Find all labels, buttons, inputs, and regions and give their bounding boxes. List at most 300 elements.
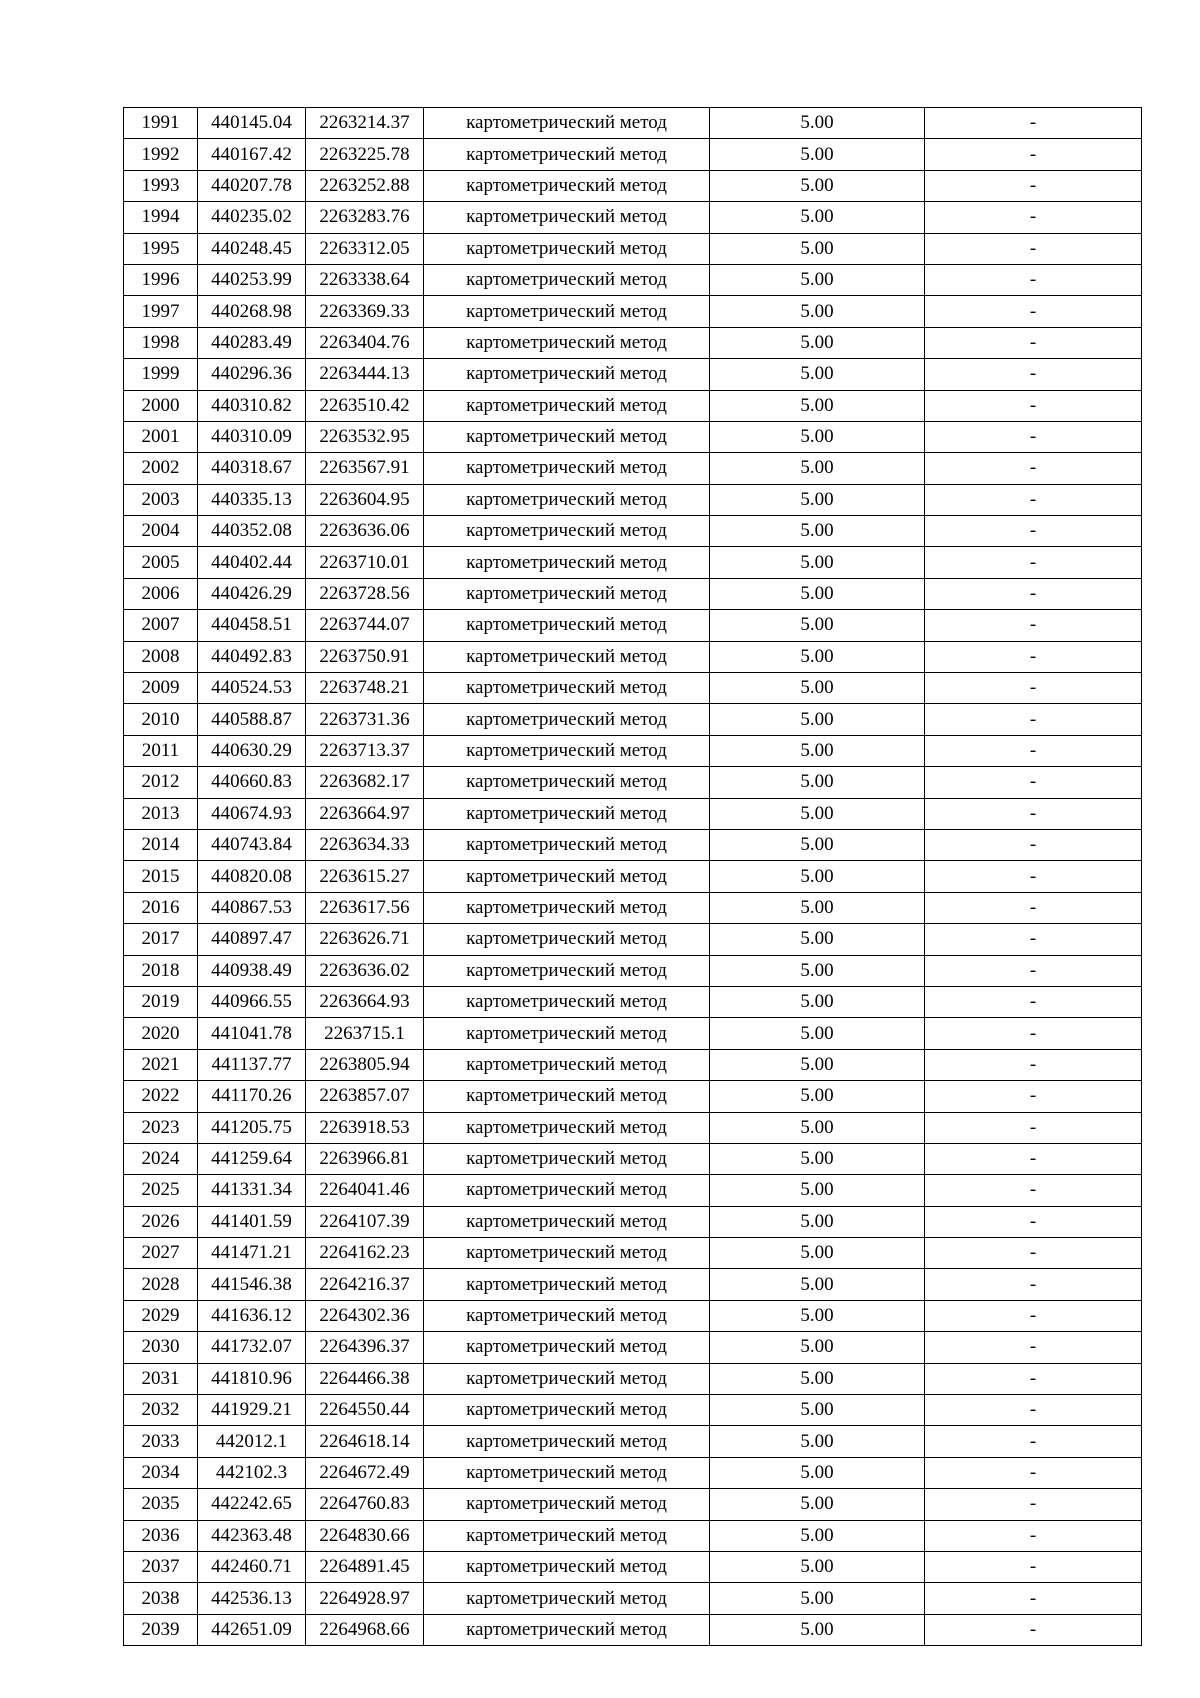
x-coordinate-cell: 441810.96 (198, 1363, 306, 1394)
x-coordinate-cell: 440524.53 (198, 673, 306, 704)
description-cell: - (925, 986, 1142, 1017)
accuracy-cell: 5.00 (710, 1018, 925, 1049)
point-number-cell: 2020 (124, 1018, 198, 1049)
table-row (124, 1081, 1142, 1112)
table-row (124, 421, 1142, 452)
accuracy-cell: 5.00 (710, 1238, 925, 1269)
point-number-cell: 2011 (124, 735, 198, 766)
x-coordinate-cell: 441331.34 (198, 1175, 306, 1206)
x-coordinate-cell: 440966.55 (198, 986, 306, 1017)
x-coordinate-cell: 440248.45 (198, 233, 306, 264)
method-cell: картометрический метод (424, 1300, 710, 1331)
accuracy-cell: 5.00 (710, 516, 925, 547)
x-coordinate-cell: 440458.51 (198, 610, 306, 641)
x-coordinate-cell: 440310.09 (198, 421, 306, 452)
table-row (124, 673, 1142, 704)
x-coordinate-cell: 440335.13 (198, 484, 306, 515)
point-number-cell: 1996 (124, 264, 198, 295)
y-coordinate-cell: 2263567.91 (306, 453, 424, 484)
accuracy-cell: 5.00 (710, 390, 925, 421)
description-cell: - (925, 453, 1142, 484)
table-row (124, 390, 1142, 421)
x-coordinate-cell: 440402.44 (198, 547, 306, 578)
x-coordinate-cell: 440268.98 (198, 296, 306, 327)
table-row (124, 327, 1142, 358)
y-coordinate-cell: 2264216.37 (306, 1269, 424, 1300)
description-cell: - (925, 421, 1142, 452)
accuracy-cell: 5.00 (710, 861, 925, 892)
y-coordinate-cell: 2264162.23 (306, 1238, 424, 1269)
y-coordinate-cell: 2263532.95 (306, 421, 424, 452)
table-row (124, 861, 1142, 892)
y-coordinate-cell: 2263805.94 (306, 1049, 424, 1080)
accuracy-cell: 5.00 (710, 1426, 925, 1457)
description-cell: - (925, 1081, 1142, 1112)
accuracy-cell: 5.00 (710, 1583, 925, 1614)
accuracy-cell: 5.00 (710, 673, 925, 704)
description-cell: - (925, 1426, 1142, 1457)
description-cell: - (925, 704, 1142, 735)
x-coordinate-cell: 441259.64 (198, 1143, 306, 1174)
y-coordinate-cell: 2263728.56 (306, 578, 424, 609)
method-cell: картометрический метод (424, 264, 710, 295)
x-coordinate-cell: 441471.21 (198, 1238, 306, 1269)
accuracy-cell: 5.00 (710, 1332, 925, 1363)
method-cell: картометрический метод (424, 233, 710, 264)
accuracy-cell: 5.00 (710, 1143, 925, 1174)
y-coordinate-cell: 2263604.95 (306, 484, 424, 515)
x-coordinate-cell: 440743.84 (198, 829, 306, 860)
description-cell: - (925, 1614, 1142, 1645)
accuracy-cell: 5.00 (710, 767, 925, 798)
method-cell: картометрический метод (424, 1238, 710, 1269)
accuracy-cell: 5.00 (710, 986, 925, 1017)
y-coordinate-cell: 2264760.83 (306, 1489, 424, 1520)
method-cell: картометрический метод (424, 327, 710, 358)
x-coordinate-cell: 440318.67 (198, 453, 306, 484)
table-row (124, 233, 1142, 264)
table-row (124, 296, 1142, 327)
method-cell: картометрический метод (424, 1049, 710, 1080)
y-coordinate-cell: 2263636.02 (306, 955, 424, 986)
accuracy-cell: 5.00 (710, 1300, 925, 1331)
description-cell: - (925, 1018, 1142, 1049)
point-number-cell: 1999 (124, 359, 198, 390)
description-cell: - (925, 1143, 1142, 1174)
method-cell: картометрический метод (424, 1018, 710, 1049)
point-number-cell: 2005 (124, 547, 198, 578)
point-number-cell: 2029 (124, 1300, 198, 1331)
accuracy-cell: 5.00 (710, 547, 925, 578)
table-row (124, 829, 1142, 860)
accuracy-cell: 5.00 (710, 202, 925, 233)
y-coordinate-cell: 2264466.38 (306, 1363, 424, 1394)
y-coordinate-cell: 2263338.64 (306, 264, 424, 295)
accuracy-cell: 5.00 (710, 233, 925, 264)
point-number-cell: 2031 (124, 1363, 198, 1394)
table-row (124, 108, 1142, 139)
y-coordinate-cell: 2263252.88 (306, 170, 424, 201)
point-number-cell: 1992 (124, 139, 198, 170)
method-cell: картометрический метод (424, 139, 710, 170)
accuracy-cell: 5.00 (710, 1112, 925, 1143)
method-cell: картометрический метод (424, 453, 710, 484)
accuracy-cell: 5.00 (710, 735, 925, 766)
table-row (124, 1457, 1142, 1488)
description-cell: - (925, 1238, 1142, 1269)
description-cell: - (925, 1457, 1142, 1488)
method-cell: картометрический метод (424, 861, 710, 892)
table-row (124, 484, 1142, 515)
y-coordinate-cell: 2264891.45 (306, 1551, 424, 1582)
accuracy-cell: 5.00 (710, 1551, 925, 1582)
table-row (124, 578, 1142, 609)
point-number-cell: 2006 (124, 578, 198, 609)
x-coordinate-cell: 440352.08 (198, 516, 306, 547)
point-number-cell: 2023 (124, 1112, 198, 1143)
table-row (124, 202, 1142, 233)
x-coordinate-cell: 440630.29 (198, 735, 306, 766)
y-coordinate-cell: 2263664.97 (306, 798, 424, 829)
table-row (124, 1206, 1142, 1237)
description-cell: - (925, 673, 1142, 704)
y-coordinate-cell: 2264107.39 (306, 1206, 424, 1237)
method-cell: картометрический метод (424, 1489, 710, 1520)
point-number-cell: 2038 (124, 1583, 198, 1614)
point-number-cell: 2024 (124, 1143, 198, 1174)
method-cell: картометрический метод (424, 1332, 710, 1363)
table-row (124, 1614, 1142, 1645)
x-coordinate-cell: 440660.83 (198, 767, 306, 798)
x-coordinate-cell: 441732.07 (198, 1332, 306, 1363)
point-number-cell: 2001 (124, 421, 198, 452)
description-cell: - (925, 327, 1142, 358)
table-row (124, 453, 1142, 484)
point-number-cell: 2028 (124, 1269, 198, 1300)
point-number-cell: 2026 (124, 1206, 198, 1237)
description-cell: - (925, 1551, 1142, 1582)
y-coordinate-cell: 2264550.44 (306, 1395, 424, 1426)
accuracy-cell: 5.00 (710, 924, 925, 955)
description-cell: - (925, 1363, 1142, 1394)
x-coordinate-cell: 442242.65 (198, 1489, 306, 1520)
description-cell: - (925, 955, 1142, 986)
x-coordinate-cell: 440588.87 (198, 704, 306, 735)
y-coordinate-cell: 2263404.76 (306, 327, 424, 358)
point-number-cell: 1998 (124, 327, 198, 358)
description-cell: - (925, 1520, 1142, 1551)
coordinates-table (123, 107, 1142, 1646)
y-coordinate-cell: 2263750.91 (306, 641, 424, 672)
description-cell: - (925, 202, 1142, 233)
point-number-cell: 2034 (124, 1457, 198, 1488)
point-number-cell: 2010 (124, 704, 198, 735)
x-coordinate-cell: 440492.83 (198, 641, 306, 672)
x-coordinate-cell: 442363.48 (198, 1520, 306, 1551)
y-coordinate-cell: 2263710.01 (306, 547, 424, 578)
table-row (124, 924, 1142, 955)
table-row (124, 170, 1142, 201)
y-coordinate-cell: 2263966.81 (306, 1143, 424, 1174)
table-row (124, 1426, 1142, 1457)
table-row (124, 1583, 1142, 1614)
description-cell: - (925, 170, 1142, 201)
x-coordinate-cell: 441929.21 (198, 1395, 306, 1426)
point-number-cell: 2007 (124, 610, 198, 641)
y-coordinate-cell: 2264302.36 (306, 1300, 424, 1331)
y-coordinate-cell: 2263857.07 (306, 1081, 424, 1112)
table-row (124, 1175, 1142, 1206)
x-coordinate-cell: 440674.93 (198, 798, 306, 829)
point-number-cell: 2033 (124, 1426, 198, 1457)
point-number-cell: 2009 (124, 673, 198, 704)
y-coordinate-cell: 2263312.05 (306, 233, 424, 264)
table-row (124, 641, 1142, 672)
x-coordinate-cell: 441041.78 (198, 1018, 306, 1049)
accuracy-cell: 5.00 (710, 359, 925, 390)
y-coordinate-cell: 2263636.06 (306, 516, 424, 547)
x-coordinate-cell: 441546.38 (198, 1269, 306, 1300)
point-number-cell: 2015 (124, 861, 198, 892)
method-cell: картометрический метод (424, 359, 710, 390)
accuracy-cell: 5.00 (710, 798, 925, 829)
x-coordinate-cell: 441401.59 (198, 1206, 306, 1237)
table-row (124, 1363, 1142, 1394)
x-coordinate-cell: 440167.42 (198, 139, 306, 170)
point-number-cell: 2014 (124, 829, 198, 860)
table-row (124, 1238, 1142, 1269)
x-coordinate-cell: 442536.13 (198, 1583, 306, 1614)
method-cell: картометрический метод (424, 924, 710, 955)
method-cell: картометрический метод (424, 610, 710, 641)
accuracy-cell: 5.00 (710, 1614, 925, 1645)
method-cell: картометрический метод (424, 767, 710, 798)
y-coordinate-cell: 2264396.37 (306, 1332, 424, 1363)
x-coordinate-cell: 440235.02 (198, 202, 306, 233)
y-coordinate-cell: 2263715.1 (306, 1018, 424, 1049)
accuracy-cell: 5.00 (710, 610, 925, 641)
point-number-cell: 2004 (124, 516, 198, 547)
point-number-cell: 2012 (124, 767, 198, 798)
point-number-cell: 2013 (124, 798, 198, 829)
x-coordinate-cell: 440867.53 (198, 892, 306, 923)
accuracy-cell: 5.00 (710, 108, 925, 139)
table-row (124, 1112, 1142, 1143)
point-number-cell: 2027 (124, 1238, 198, 1269)
point-number-cell: 1993 (124, 170, 198, 201)
method-cell: картометрический метод (424, 829, 710, 860)
point-number-cell: 2037 (124, 1551, 198, 1582)
method-cell: картометрический метод (424, 578, 710, 609)
accuracy-cell: 5.00 (710, 578, 925, 609)
table-row (124, 610, 1142, 641)
accuracy-cell: 5.00 (710, 484, 925, 515)
method-cell: картометрический метод (424, 1206, 710, 1237)
table-row (124, 1269, 1142, 1300)
method-cell: картометрический метод (424, 170, 710, 201)
x-coordinate-cell: 442012.1 (198, 1426, 306, 1457)
accuracy-cell: 5.00 (710, 1175, 925, 1206)
table-row (124, 1395, 1142, 1426)
method-cell: картометрический метод (424, 202, 710, 233)
point-number-cell: 2000 (124, 390, 198, 421)
accuracy-cell: 5.00 (710, 139, 925, 170)
y-coordinate-cell: 2264968.66 (306, 1614, 424, 1645)
description-cell: - (925, 767, 1142, 798)
y-coordinate-cell: 2264618.14 (306, 1426, 424, 1457)
description-cell: - (925, 610, 1142, 641)
y-coordinate-cell: 2263225.78 (306, 139, 424, 170)
method-cell: картометрический метод (424, 1457, 710, 1488)
method-cell: картометрический метод (424, 735, 710, 766)
table-row (124, 955, 1142, 986)
accuracy-cell: 5.00 (710, 1395, 925, 1426)
x-coordinate-cell: 440145.04 (198, 108, 306, 139)
point-number-cell: 2002 (124, 453, 198, 484)
table-row (124, 264, 1142, 295)
table-row (124, 1049, 1142, 1080)
accuracy-cell: 5.00 (710, 1206, 925, 1237)
table-row (124, 1489, 1142, 1520)
description-cell: - (925, 390, 1142, 421)
accuracy-cell: 5.00 (710, 296, 925, 327)
point-number-cell: 1991 (124, 108, 198, 139)
point-number-cell: 1997 (124, 296, 198, 327)
description-cell: - (925, 484, 1142, 515)
accuracy-cell: 5.00 (710, 1049, 925, 1080)
table-row (124, 1551, 1142, 1582)
method-cell: картометрический метод (424, 673, 710, 704)
method-cell: картометрический метод (424, 641, 710, 672)
accuracy-cell: 5.00 (710, 892, 925, 923)
point-number-cell: 2017 (124, 924, 198, 955)
description-cell: - (925, 829, 1142, 860)
method-cell: картометрический метод (424, 108, 710, 139)
x-coordinate-cell: 440938.49 (198, 955, 306, 986)
y-coordinate-cell: 2263918.53 (306, 1112, 424, 1143)
description-cell: - (925, 139, 1142, 170)
x-coordinate-cell: 440207.78 (198, 170, 306, 201)
x-coordinate-cell: 440253.99 (198, 264, 306, 295)
accuracy-cell: 5.00 (710, 1363, 925, 1394)
coordinates-table-body (124, 108, 1142, 1646)
point-number-cell: 2003 (124, 484, 198, 515)
method-cell: картометрический метод (424, 798, 710, 829)
y-coordinate-cell: 2263713.37 (306, 735, 424, 766)
point-number-cell: 2019 (124, 986, 198, 1017)
description-cell: - (925, 108, 1142, 139)
table-row (124, 1332, 1142, 1363)
accuracy-cell: 5.00 (710, 453, 925, 484)
y-coordinate-cell: 2264928.97 (306, 1583, 424, 1614)
y-coordinate-cell: 2263634.33 (306, 829, 424, 860)
description-cell: - (925, 296, 1142, 327)
point-number-cell: 2022 (124, 1081, 198, 1112)
table-row (124, 1300, 1142, 1331)
table-row (124, 735, 1142, 766)
table-row (124, 1018, 1142, 1049)
method-cell: картометрический метод (424, 892, 710, 923)
point-number-cell: 2035 (124, 1489, 198, 1520)
method-cell: картометрический метод (424, 421, 710, 452)
description-cell: - (925, 1112, 1142, 1143)
method-cell: картометрический метод (424, 1269, 710, 1300)
x-coordinate-cell: 441170.26 (198, 1081, 306, 1112)
point-number-cell: 2032 (124, 1395, 198, 1426)
method-cell: картометрический метод (424, 1363, 710, 1394)
table-row (124, 704, 1142, 735)
accuracy-cell: 5.00 (710, 1081, 925, 1112)
accuracy-cell: 5.00 (710, 170, 925, 201)
description-cell: - (925, 1269, 1142, 1300)
method-cell: картометрический метод (424, 1395, 710, 1426)
x-coordinate-cell: 440426.29 (198, 578, 306, 609)
method-cell: картометрический метод (424, 1520, 710, 1551)
method-cell: картометрический метод (424, 704, 710, 735)
y-coordinate-cell: 2263664.93 (306, 986, 424, 1017)
description-cell: - (925, 264, 1142, 295)
accuracy-cell: 5.00 (710, 704, 925, 735)
y-coordinate-cell: 2263744.07 (306, 610, 424, 641)
table-row (124, 547, 1142, 578)
description-cell: - (925, 1175, 1142, 1206)
y-coordinate-cell: 2263283.76 (306, 202, 424, 233)
accuracy-cell: 5.00 (710, 955, 925, 986)
table-row (124, 1143, 1142, 1174)
point-number-cell: 2016 (124, 892, 198, 923)
accuracy-cell: 5.00 (710, 1520, 925, 1551)
point-number-cell: 1995 (124, 233, 198, 264)
x-coordinate-cell: 440820.08 (198, 861, 306, 892)
accuracy-cell: 5.00 (710, 1489, 925, 1520)
description-cell: - (925, 1395, 1142, 1426)
description-cell: - (925, 1206, 1142, 1237)
method-cell: картометрический метод (424, 1175, 710, 1206)
method-cell: картометрический метод (424, 1614, 710, 1645)
x-coordinate-cell: 441205.75 (198, 1112, 306, 1143)
description-cell: - (925, 233, 1142, 264)
x-coordinate-cell: 441636.12 (198, 1300, 306, 1331)
accuracy-cell: 5.00 (710, 641, 925, 672)
description-cell: - (925, 578, 1142, 609)
method-cell: картометрический метод (424, 1583, 710, 1614)
point-number-cell: 2008 (124, 641, 198, 672)
description-cell: - (925, 892, 1142, 923)
description-cell: - (925, 516, 1142, 547)
point-number-cell: 2018 (124, 955, 198, 986)
description-cell: - (925, 798, 1142, 829)
description-cell: - (925, 1300, 1142, 1331)
method-cell: картометрический метод (424, 955, 710, 986)
accuracy-cell: 5.00 (710, 1269, 925, 1300)
method-cell: картометрический метод (424, 1112, 710, 1143)
method-cell: картометрический метод (424, 390, 710, 421)
description-cell: - (925, 1332, 1142, 1363)
table-row (124, 892, 1142, 923)
table-row (124, 1520, 1142, 1551)
description-cell: - (925, 861, 1142, 892)
y-coordinate-cell: 2263626.71 (306, 924, 424, 955)
description-cell: - (925, 641, 1142, 672)
x-coordinate-cell: 440296.36 (198, 359, 306, 390)
accuracy-cell: 5.00 (710, 327, 925, 358)
table-row (124, 359, 1142, 390)
method-cell: картометрический метод (424, 1081, 710, 1112)
x-coordinate-cell: 440310.82 (198, 390, 306, 421)
description-cell: - (925, 924, 1142, 955)
table-row (124, 986, 1142, 1017)
point-number-cell: 2021 (124, 1049, 198, 1080)
